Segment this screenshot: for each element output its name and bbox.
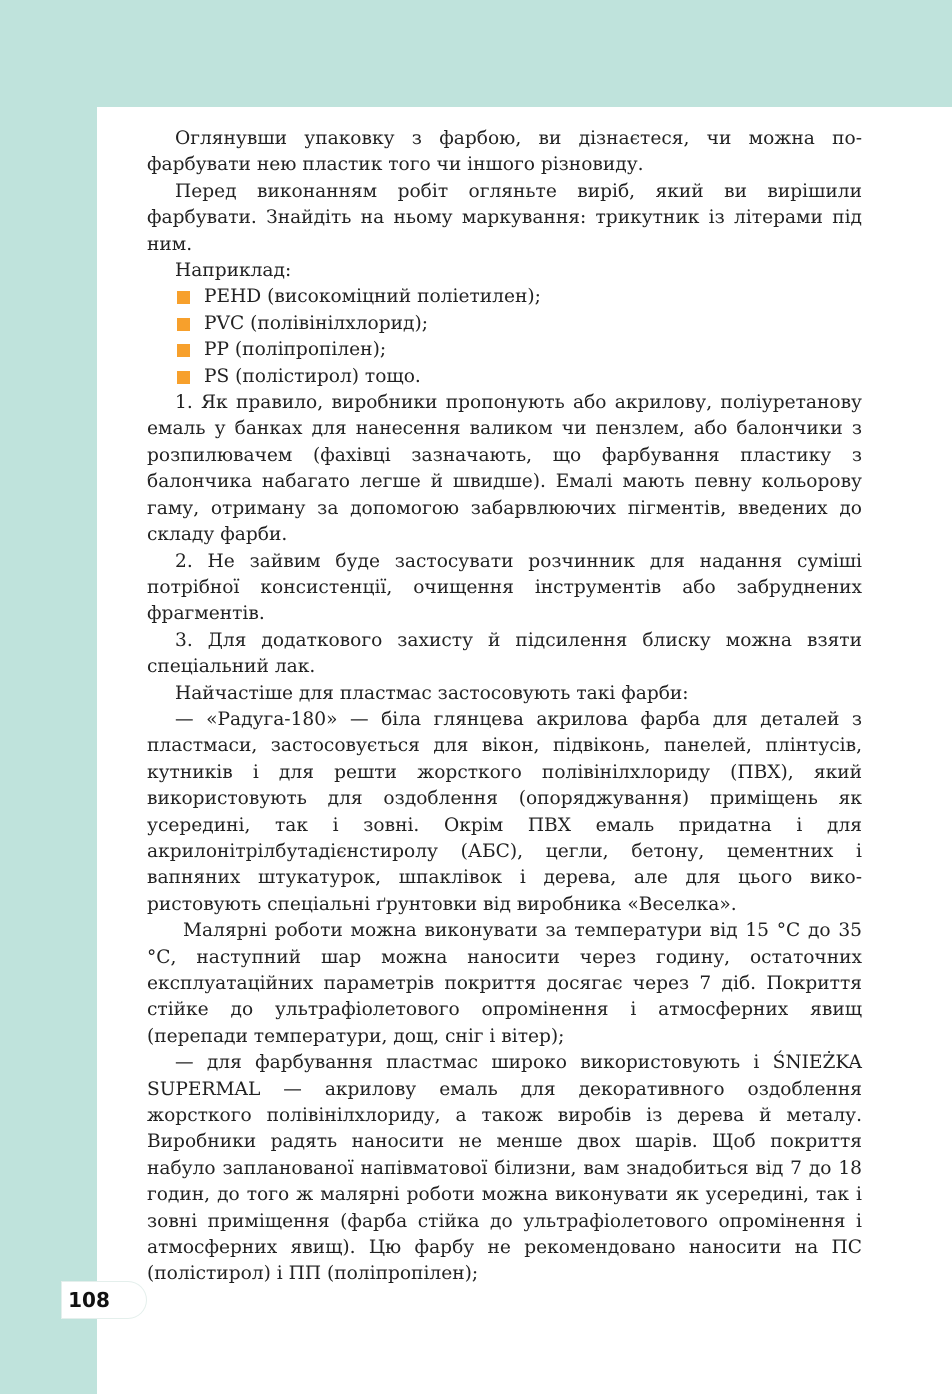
- list-item: [177, 284, 862, 310]
- list-item-text: PP (поліпропілен);: [204, 339, 387, 361]
- page-number-tab: [62, 1282, 146, 1318]
- paragraph-step-2: 2. Не зайвим буде застосувати розчинник для надання суміші потрібної консистенції, очищення інструментів або забруднених фрагментів.: [147, 550, 862, 625]
- marking-list: [147, 284, 862, 390]
- list-item-text: PS (полістирол) тощо.: [204, 365, 421, 387]
- square-bullet-icon: [177, 318, 190, 331]
- list-item: [177, 364, 862, 390]
- paragraph-step-3: 3. Для додаткового захисту й підсилення блиску можна взяти спеціальний лак.: [147, 629, 862, 678]
- paragraph-raduga: — «Радуга-180» — біла глянцева акрилова фарба для деталей з пластмаси, застосовується для вікон, підвіконь, панелей, плінтусів, кутників і для решти жорсткого полівінілхлориду (ПВХ), який використовують для оздоблення (опоряджування) приміщень як усередині, так і зовні. Окрім ПВХ емаль придатна і для акрилонітрілбутадієнстиролу (АБС), цегли, бетону, цементних і вапняних штукатурок, шпаклівок і дерева, але для цього використовують спеціальні ґрунтовки від виробника «Веселка».: [147, 708, 862, 915]
- paragraph-step-1: 1. Як правило, виробники пропонують або акрилову, поліуретанову емаль у банках для нанесення валиком чи пензлем, або балончики з розпилювачем (фахівці зазначають, що фарбування пластику з балончика набагато легше й швидше). Емалі мають певну кольорову гаму, отриману за допомогою забарвлюючих пігментів, введених до складу фарби.: [147, 392, 862, 546]
- list-item-text: PVC (полівінілхлорид);: [204, 312, 428, 334]
- page-frame-left: [0, 0, 97, 1394]
- square-bullet-icon: [177, 371, 190, 384]
- paragraph-intro-2: Перед виконанням робіт огляньте виріб, який ви вирішили фарбувати. Знайдіть на ньому маркування: трикутник із літерами під ним.: [147, 180, 862, 255]
- paragraph-example-label: Наприклад:: [175, 260, 292, 282]
- paragraph-temperature: Малярні роботи можна виконувати за температури від 15 °С до 35 °С, наступний шар можна наносити через годину, остаточних експлуатаційних параметрів покриття досягає через 7 діб. Покриття стійке до ультрафіолетового опромінення і атмосферних явищ (перепади температури, дощ, сніг і вітер);: [147, 920, 862, 1047]
- list-item-text: PEHD (високоміцний поліетилен);: [204, 286, 541, 308]
- square-bullet-icon: [177, 344, 190, 357]
- page-number: 108: [68, 1288, 110, 1312]
- list-item: [177, 311, 862, 337]
- page-frame-top: [0, 0, 952, 107]
- list-item: [177, 337, 862, 363]
- square-bullet-icon: [177, 291, 190, 304]
- paragraph-intro-1: Оглянувши упаковку з фарбою, ви дізнаєтеся, чи можна пофарбувати нею пластик того чи іншого різновиду.: [147, 128, 862, 176]
- text-column: [147, 126, 862, 1288]
- paragraph-sniezka: — для фарбування пластмас широко використовують і ŚNIEŻKA SUPERMAL — акрилову емаль для декоративного оздоблення жорсткого полівінілхлориду, а також виробів із дерева й металу. Виробники радять наносити не менше двох шарів. Щоб покриття набуло запланованої напівматової білизни, вам знадобиться від 7 до 18 годин, до того ж малярні роботи можна виконувати як усередині, так і зовні приміщення (фарба стійка до ультрафіолетового опромінення і атмосферних явищ). Цю фарбу не рекомендовано наносити на ПС (полістирол) і ПП (поліпропілен);: [147, 1052, 862, 1285]
- paragraph-paints-intro: Найчастіше для пластмас застосовують такі фарби:: [175, 682, 689, 704]
